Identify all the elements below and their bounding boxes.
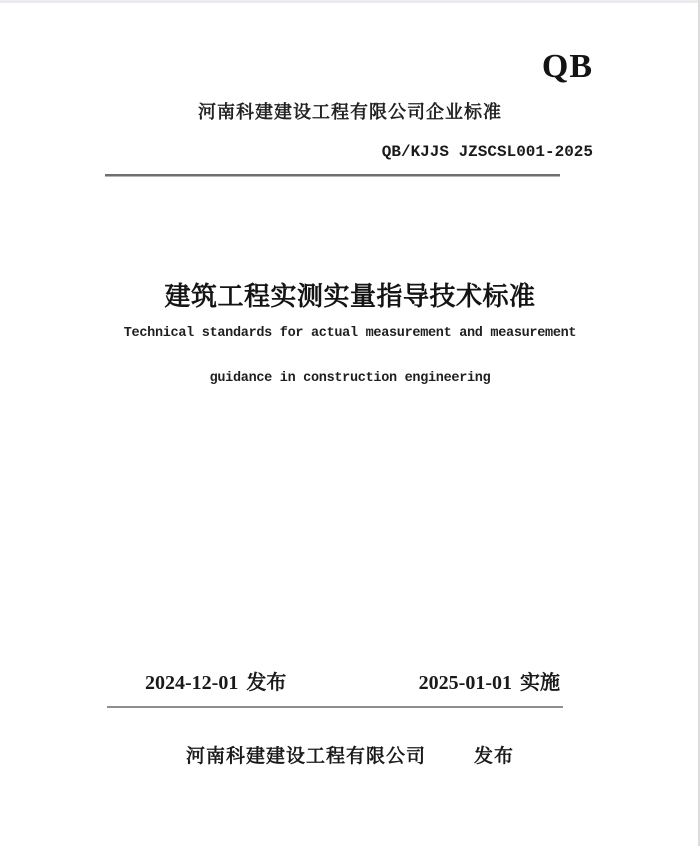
publisher-row — [0, 746, 700, 769]
publish-action-label: 发布 — [474, 746, 515, 767]
top-edge-strip — [0, 0, 700, 3]
standard-code: QB/KJJS JZSCSL001-2025 — [381, 143, 593, 161]
document-title-en-line2: guidance in construction engineering — [209, 371, 491, 386]
issue-date-label: 发布 — [246, 672, 287, 694]
effective-date-label: 实施 — [520, 672, 560, 694]
issue-date: 2024-12-01 — [145, 672, 239, 694]
publisher-name: 河南科建建设工程有限公司 — [185, 746, 426, 767]
document-title-en-line1: Technical standards for actual measurement and measurement — [123, 326, 577, 341]
footer-divider-rule — [107, 706, 563, 708]
document-title-cn: 建筑工程实测实量指导技术标准 — [164, 281, 536, 311]
effective-date-item — [419, 671, 560, 695]
header-divider-rule — [105, 174, 560, 177]
issue-date-item — [145, 671, 286, 695]
standard-class-mark: QB — [541, 48, 593, 85]
org-standard-label: 河南科建建设工程有限公司企业标准 — [198, 102, 502, 122]
dates-row — [145, 671, 560, 695]
effective-date: 2025-01-01 — [418, 672, 512, 694]
